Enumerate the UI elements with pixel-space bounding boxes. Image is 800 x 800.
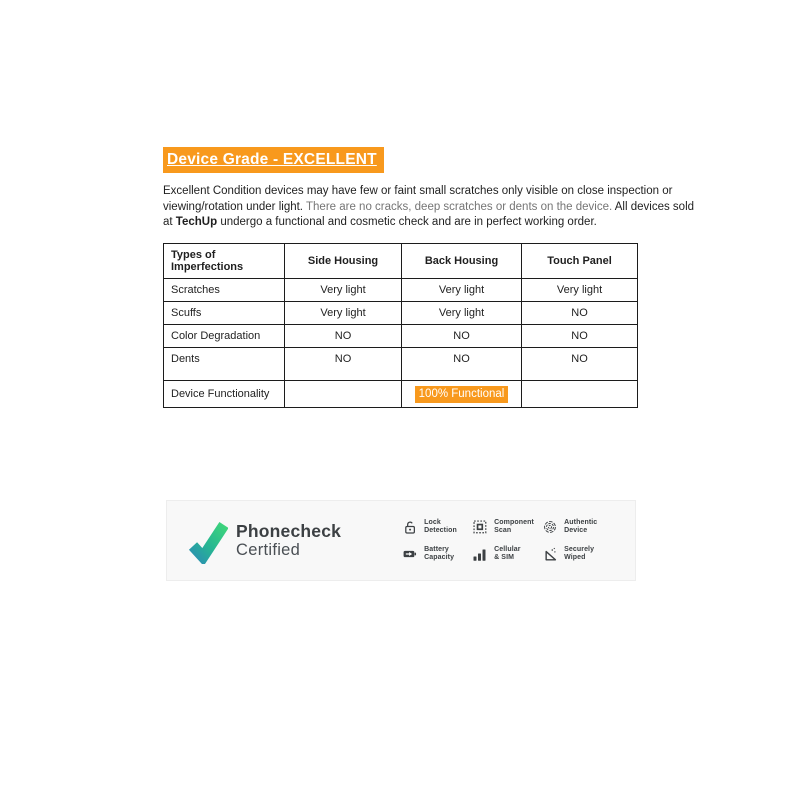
feature-battery-capacity bbox=[403, 546, 460, 563]
feature-label: Lock Detection bbox=[424, 519, 457, 534]
cell-value: NO bbox=[402, 325, 522, 348]
phonecheck-brand: Phonecheck bbox=[236, 521, 342, 541]
feature-label: Battery Capacity bbox=[424, 546, 455, 561]
row-label: Scratches bbox=[164, 279, 285, 302]
cell-value: Very light bbox=[402, 302, 522, 325]
table-row-color-degradation bbox=[164, 325, 638, 348]
column-header-side-housing: Side Housing bbox=[285, 244, 402, 279]
cell-value bbox=[522, 381, 638, 408]
functional-highlight: 100% Functional bbox=[415, 386, 509, 403]
row-label: Device Functionality bbox=[164, 381, 285, 408]
row-label: Scuffs bbox=[164, 302, 285, 325]
cell-value: Very light bbox=[402, 279, 522, 302]
feature-securely-wiped bbox=[543, 546, 600, 563]
feature-cellular-sim bbox=[473, 546, 530, 563]
description-part1: Excellent Condition devices may have few or faint small scratches only visible on close inspection or viewing/rotation under light. bbox=[163, 185, 673, 213]
phonecheck-logo-text bbox=[236, 522, 341, 559]
page-title: Device Grade - EXCELLENT bbox=[163, 147, 384, 173]
description-part4: undergo a functional and cosmetic check and are in perfect working order. bbox=[217, 216, 597, 229]
cell-value: Very light bbox=[522, 279, 638, 302]
cell-value-functional bbox=[402, 381, 522, 408]
description-paragraph bbox=[163, 184, 699, 231]
certification-features bbox=[403, 519, 600, 563]
cell-value: NO bbox=[522, 348, 638, 381]
table-row-scuffs bbox=[164, 302, 638, 325]
feature-label: Cellular & SIM bbox=[494, 546, 521, 561]
feature-label: Component Scan bbox=[494, 519, 534, 534]
imperfections-table bbox=[163, 243, 638, 408]
feature-component-scan bbox=[473, 519, 534, 536]
component-icon bbox=[473, 519, 487, 536]
feature-lock-detection bbox=[403, 519, 460, 536]
table-row-dents bbox=[164, 348, 638, 381]
phonecheck-certified-badge bbox=[166, 500, 636, 581]
column-header-touch-panel: Touch Panel bbox=[522, 244, 638, 279]
cell-value: NO bbox=[522, 325, 638, 348]
feature-authentic-device bbox=[543, 519, 600, 536]
column-header-types: Types of Imperfections bbox=[164, 244, 285, 279]
cell-value: Very light bbox=[285, 279, 402, 302]
phonecheck-subtitle: Certified bbox=[236, 541, 301, 559]
cell-value: Very light bbox=[285, 302, 402, 325]
description-part3: All devices sold at bbox=[163, 200, 695, 229]
cell-value: NO bbox=[522, 302, 638, 325]
brand-name: TechUp bbox=[175, 216, 218, 229]
phonecheck-logo bbox=[188, 518, 341, 564]
feature-label: Authentic Device bbox=[564, 519, 598, 534]
cell-value: NO bbox=[402, 348, 522, 381]
fingerprint-icon bbox=[543, 519, 557, 536]
cell-value bbox=[285, 381, 402, 408]
table-row-scratches bbox=[164, 279, 638, 302]
battery-icon bbox=[403, 546, 417, 563]
description-gray-sentence: There are no cracks, deep scratches or dents on the device. bbox=[306, 200, 613, 213]
row-label: Color Degradation bbox=[164, 325, 285, 348]
cell-value: NO bbox=[285, 348, 402, 381]
table-header-row bbox=[164, 244, 638, 279]
feature-label: Securely Wiped bbox=[564, 546, 595, 561]
checkmark-icon bbox=[188, 518, 228, 564]
column-header-back-housing: Back Housing bbox=[402, 244, 522, 279]
lock-icon bbox=[403, 519, 417, 536]
row-label: Dents bbox=[164, 348, 285, 381]
signal-icon bbox=[473, 546, 487, 563]
wipe-icon bbox=[543, 546, 557, 563]
table-row-device-functionality bbox=[164, 381, 638, 408]
cell-value: NO bbox=[285, 325, 402, 348]
